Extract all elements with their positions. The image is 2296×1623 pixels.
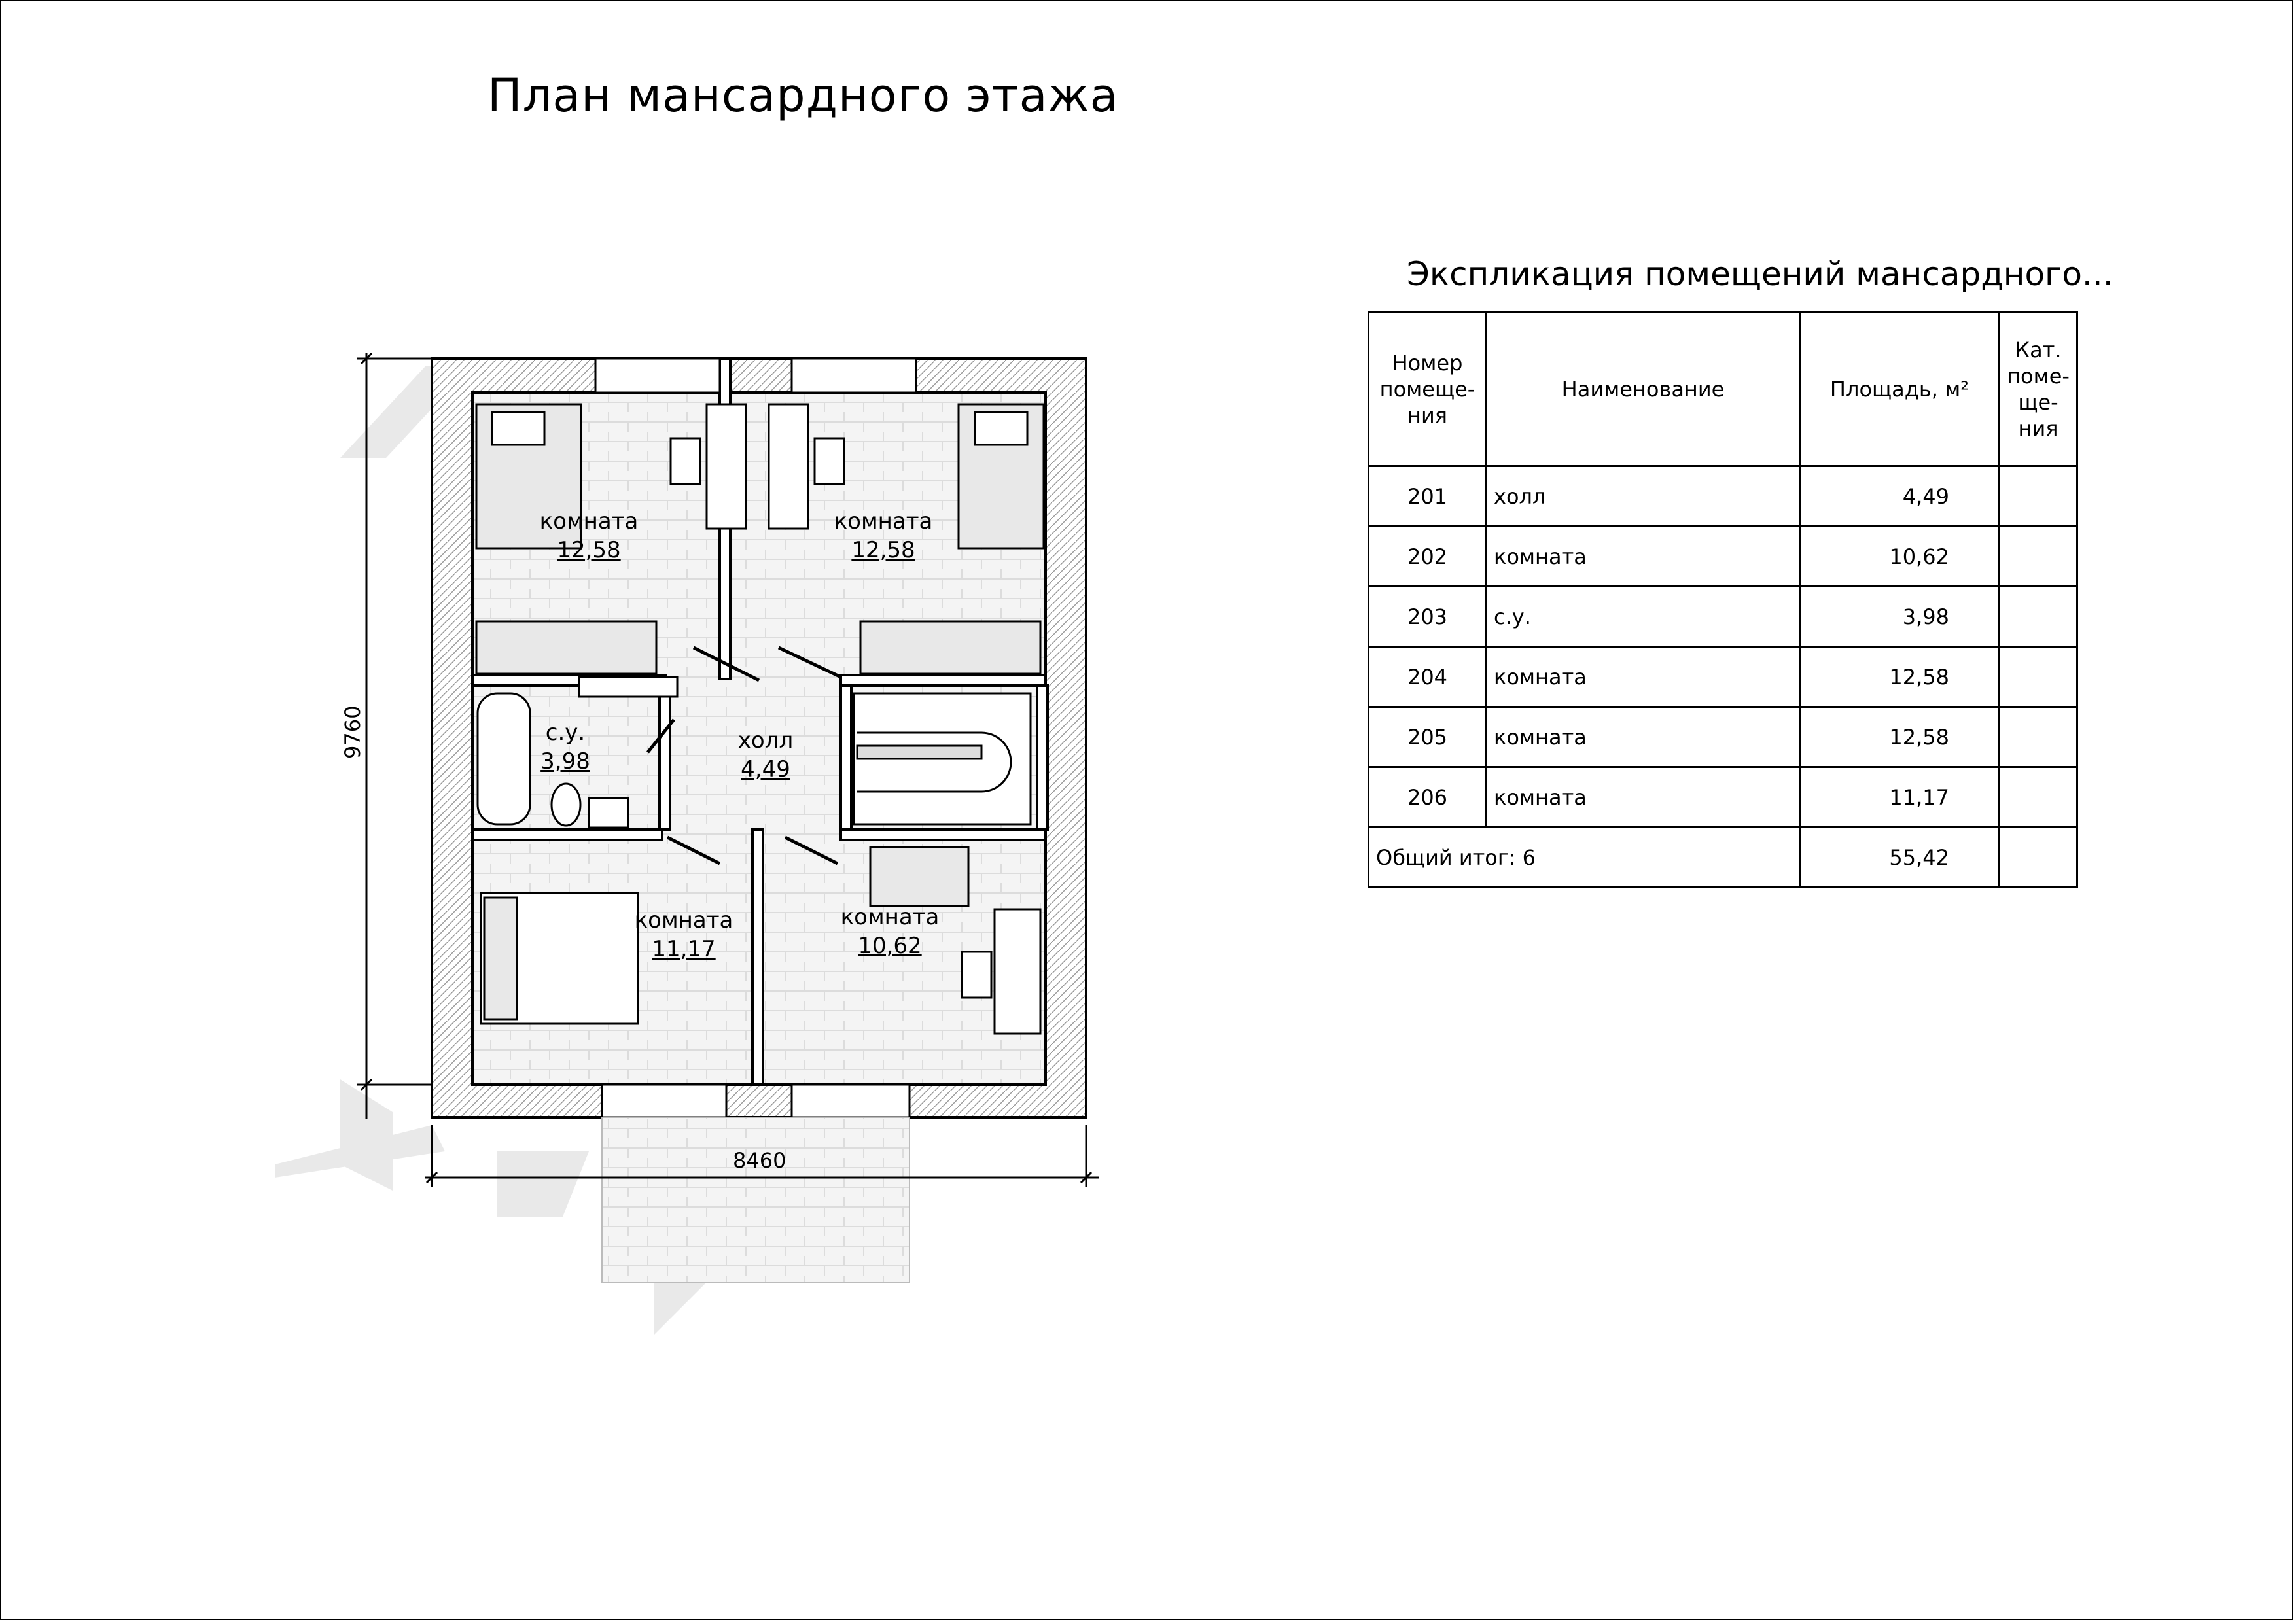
room-name: холл [737, 727, 794, 754]
cell-name: комната [1487, 527, 1800, 587]
explication-table [1368, 311, 2078, 888]
cell-name: комната [1487, 707, 1800, 767]
table-row [1369, 647, 2077, 707]
table-row [1369, 527, 2077, 587]
room-area: 11,17 [652, 936, 716, 962]
table-title: Экспликация помещений мансардного... [1407, 255, 2113, 293]
cell-area: 3,98 [1800, 587, 2000, 647]
room-area: 12,58 [851, 537, 915, 563]
cell-number: 204 [1369, 647, 1487, 707]
cell-name: холл [1487, 466, 1800, 527]
room-label-4 [687, 726, 844, 784]
balcony [602, 1117, 910, 1282]
table-row [1369, 587, 2077, 647]
room-area: 10,62 [858, 933, 922, 959]
cell-name: комната [1487, 647, 1800, 707]
cell-area: 11,17 [1800, 767, 2000, 828]
table-row [1369, 466, 2077, 527]
cell-number: 202 [1369, 527, 1487, 587]
table-header-row [1369, 313, 2077, 466]
cell-name: с.у. [1487, 587, 1800, 647]
room-area: 3,98 [540, 748, 590, 775]
room-label-3 [487, 718, 644, 776]
room-name: комната [834, 508, 933, 534]
cell-category [2000, 767, 2077, 828]
plan-title: План мансардного этажа [487, 69, 1119, 122]
room-name: с.у. [545, 720, 586, 746]
cell-number: 205 [1369, 707, 1487, 767]
room-name: комната [539, 508, 639, 534]
total-category [2000, 828, 2077, 888]
table-row [1369, 767, 2077, 828]
total-area: 55,42 [1800, 828, 2000, 888]
header-name: Наименование [1487, 313, 1800, 466]
room-area: 4,49 [741, 756, 790, 782]
room-label-5 [605, 906, 762, 964]
cell-area: 10,62 [1800, 527, 2000, 587]
room-label-1 [510, 507, 667, 565]
cell-area: 12,58 [1800, 707, 2000, 767]
cell-area: 4,49 [1800, 466, 2000, 527]
cell-category [2000, 466, 2077, 527]
header-area: Площадь, м² [1800, 313, 2000, 466]
cell-area: 12,58 [1800, 647, 2000, 707]
room-label-2 [805, 507, 962, 565]
header-number: Номер помеще- ния [1369, 313, 1487, 466]
table-row [1369, 707, 2077, 767]
cell-number: 203 [1369, 587, 1487, 647]
cell-number: 206 [1369, 767, 1487, 828]
dimension-height: 9760 [340, 705, 365, 759]
room-label-6 [811, 903, 968, 960]
cell-name: комната [1487, 767, 1800, 828]
cell-category [2000, 647, 2077, 707]
cell-category [2000, 527, 2077, 587]
stairs [854, 693, 1031, 824]
cell-category [2000, 707, 2077, 767]
room-area: 12,58 [557, 537, 621, 563]
dimension-width: 8460 [733, 1148, 786, 1173]
cell-number: 201 [1369, 466, 1487, 527]
cell-category [2000, 587, 2077, 647]
room-name: комната [840, 904, 940, 930]
header-category: Кат. поме- ще- ния [2000, 313, 2077, 466]
total-label: Общий итог: 6 [1369, 828, 1800, 888]
room-name: комната [634, 907, 733, 934]
table-total-row [1369, 828, 2077, 888]
